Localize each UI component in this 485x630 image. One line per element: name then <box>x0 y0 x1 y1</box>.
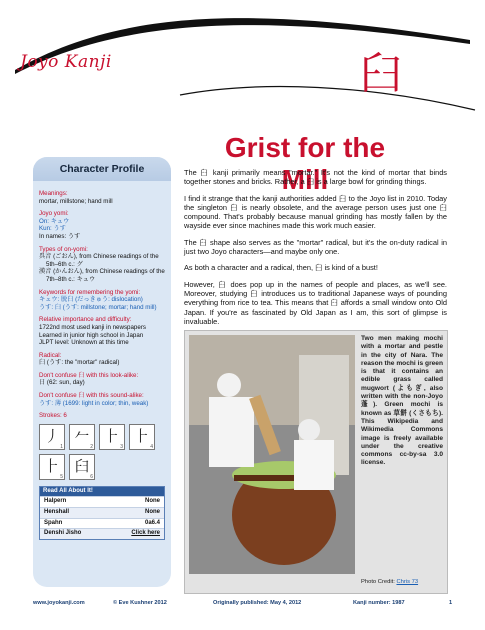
keywords-heading: Keywords for remembering the yomi: <box>39 288 141 296</box>
kun-yomi: Kun: うす <box>39 225 66 233</box>
table-row[interactable]: Denshi Jisho Click here <box>40 528 164 539</box>
lookalike-heading: Don't confuse 臼 with this look-alike: <box>39 371 139 379</box>
yomi-heading: Joyo yomi: <box>39 210 69 218</box>
footer-published: Originally published: May 4, 2012 <box>213 600 302 606</box>
importance-grade: Learned in junior high school in Japan <box>39 331 144 339</box>
photo-credit: Photo Credit: Chris 73 <box>361 579 419 585</box>
site-logo[interactable] <box>20 52 112 72</box>
references-table <box>39 486 165 540</box>
featured-kanji: 臼 <box>359 48 403 99</box>
keyword-on: キュウ: 脱臼 (だっきゅう: dislocation) <box>39 296 143 304</box>
footer-site-link[interactable]: www.joyokanji.com <box>33 600 85 606</box>
table-row: Henshall None <box>40 507 164 518</box>
photo-credit-link[interactable]: Chris 73 <box>396 579 419 585</box>
logo-text: Joyo Kanji <box>20 52 112 72</box>
soundalike-value: うす: 薄 (1699: light in color; thin, weak) <box>39 399 149 407</box>
denshi-jisho-link[interactable]: Click here <box>131 530 160 537</box>
paragraph: The 臼 shape also serves as the "mortar" radical, but it's the on-duty radical in just two Joyo characters—and maybe only one. <box>184 237 447 257</box>
keyword-kun: うす: 臼 (うす: millstone; mortar; hand mill) <box>39 303 157 311</box>
table-row: Spahn 0a6.4 <box>40 518 164 529</box>
stroke-step: ⺊ 4 <box>129 424 155 450</box>
stroke-order-grid <box>39 424 165 480</box>
table-row: Halpern None <box>40 496 164 507</box>
article-body <box>184 168 447 333</box>
page-footer <box>33 600 458 610</box>
panel-heading: Character Profile <box>33 157 171 181</box>
meanings-value: mortar, millstone; hand mill <box>39 197 113 205</box>
importance-rank: 1722nd most used kanji in newspapers <box>39 323 146 331</box>
strokes-heading: Strokes: 6 <box>39 412 67 420</box>
mochi-photo <box>189 335 355 574</box>
paragraph: The 臼 kanji primarily means "mortar." It's not the kind of mortar that binds together stones and bricks. Rather, a 臼 is a large bowl for grinding things. <box>184 168 447 187</box>
footer-page-number: 1 <box>449 600 453 606</box>
stroke-step: 臼 6 <box>69 454 95 480</box>
stroke-step: ⺊ 5 <box>39 454 65 480</box>
radical-value: 臼 (うす: the "mortar" radical) <box>39 359 120 367</box>
photo-figure <box>184 330 448 594</box>
type-go-on: 呉音 (ごおん), from Chinese readings of the 5th–6th c.: グ <box>39 253 159 268</box>
paragraph: As both a character and a radical, then, 臼 is kind of a bust! <box>184 263 378 273</box>
paragraph: I find it strange that the kanji authorities added 臼 to the Joyo list in 2010. Today the singleton 臼 is nearly obsolete, and the average person uses just one 臼 compound. That's probably because manual grinding has mostly fallen by the wayside ever since machines made this work much easier. <box>184 193 447 231</box>
footer-copyright: © Eve Kushner 2012 <box>113 600 167 606</box>
lookalike-value: 日 (62: sun, day) <box>39 379 85 387</box>
importance-heading: Relative importance and difficulty: <box>39 316 132 324</box>
soundalike-heading: Don't confuse 臼 with this sound-alike: <box>39 392 144 400</box>
name-yomi: In names: うす <box>39 232 81 240</box>
photo-caption: Two men making mochi with a mortar and pestle in the city of Nara. The reason the mochi is green is that it contains an edible grass called mugwort (よもぎ, also written with the non-Joyo 蓬). Green mochi is known as 草餅 (くさもち). This Wikipedia and Wikimedia Commons image is freely available under the creative commons cc-by-sa 3.0 license. <box>361 335 443 467</box>
stroke-step: 丿 1 <box>39 424 65 450</box>
stroke-step: 𠂉 2 <box>69 424 95 450</box>
meanings-heading: Meanings: <box>39 190 68 197</box>
stroke-step: ⺊ 3 <box>99 424 125 450</box>
paragraph: However, 臼 does pop up in the names of people and places, as we'll see. Moreover, studying 臼 introduces us to traditional Japanese ways of pounding everything from rice to tea. This means that 臼 affords a small window onto Old Japan. If you're as fascinated by Old Japan as I am, this sort of glimpse is invaluable. <box>184 279 447 326</box>
on-yomi: On: キュウ <box>39 217 70 225</box>
character-profile-panel <box>33 157 171 587</box>
importance-jlpt: JLPT level: Unknown at this time <box>39 339 129 347</box>
radical-heading: Radical: <box>39 351 62 359</box>
references-heading: Read All About It! <box>40 487 164 497</box>
page-title: Grist for the Mill <box>224 132 386 195</box>
types-heading: Types of on-yomi: <box>39 245 88 253</box>
type-kan-on: 漢音 (かんおん), from Chinese readings of the 7th–8th c.: キュウ <box>39 268 165 283</box>
footer-kanji-number: Kanji number: 1987 <box>353 600 405 606</box>
